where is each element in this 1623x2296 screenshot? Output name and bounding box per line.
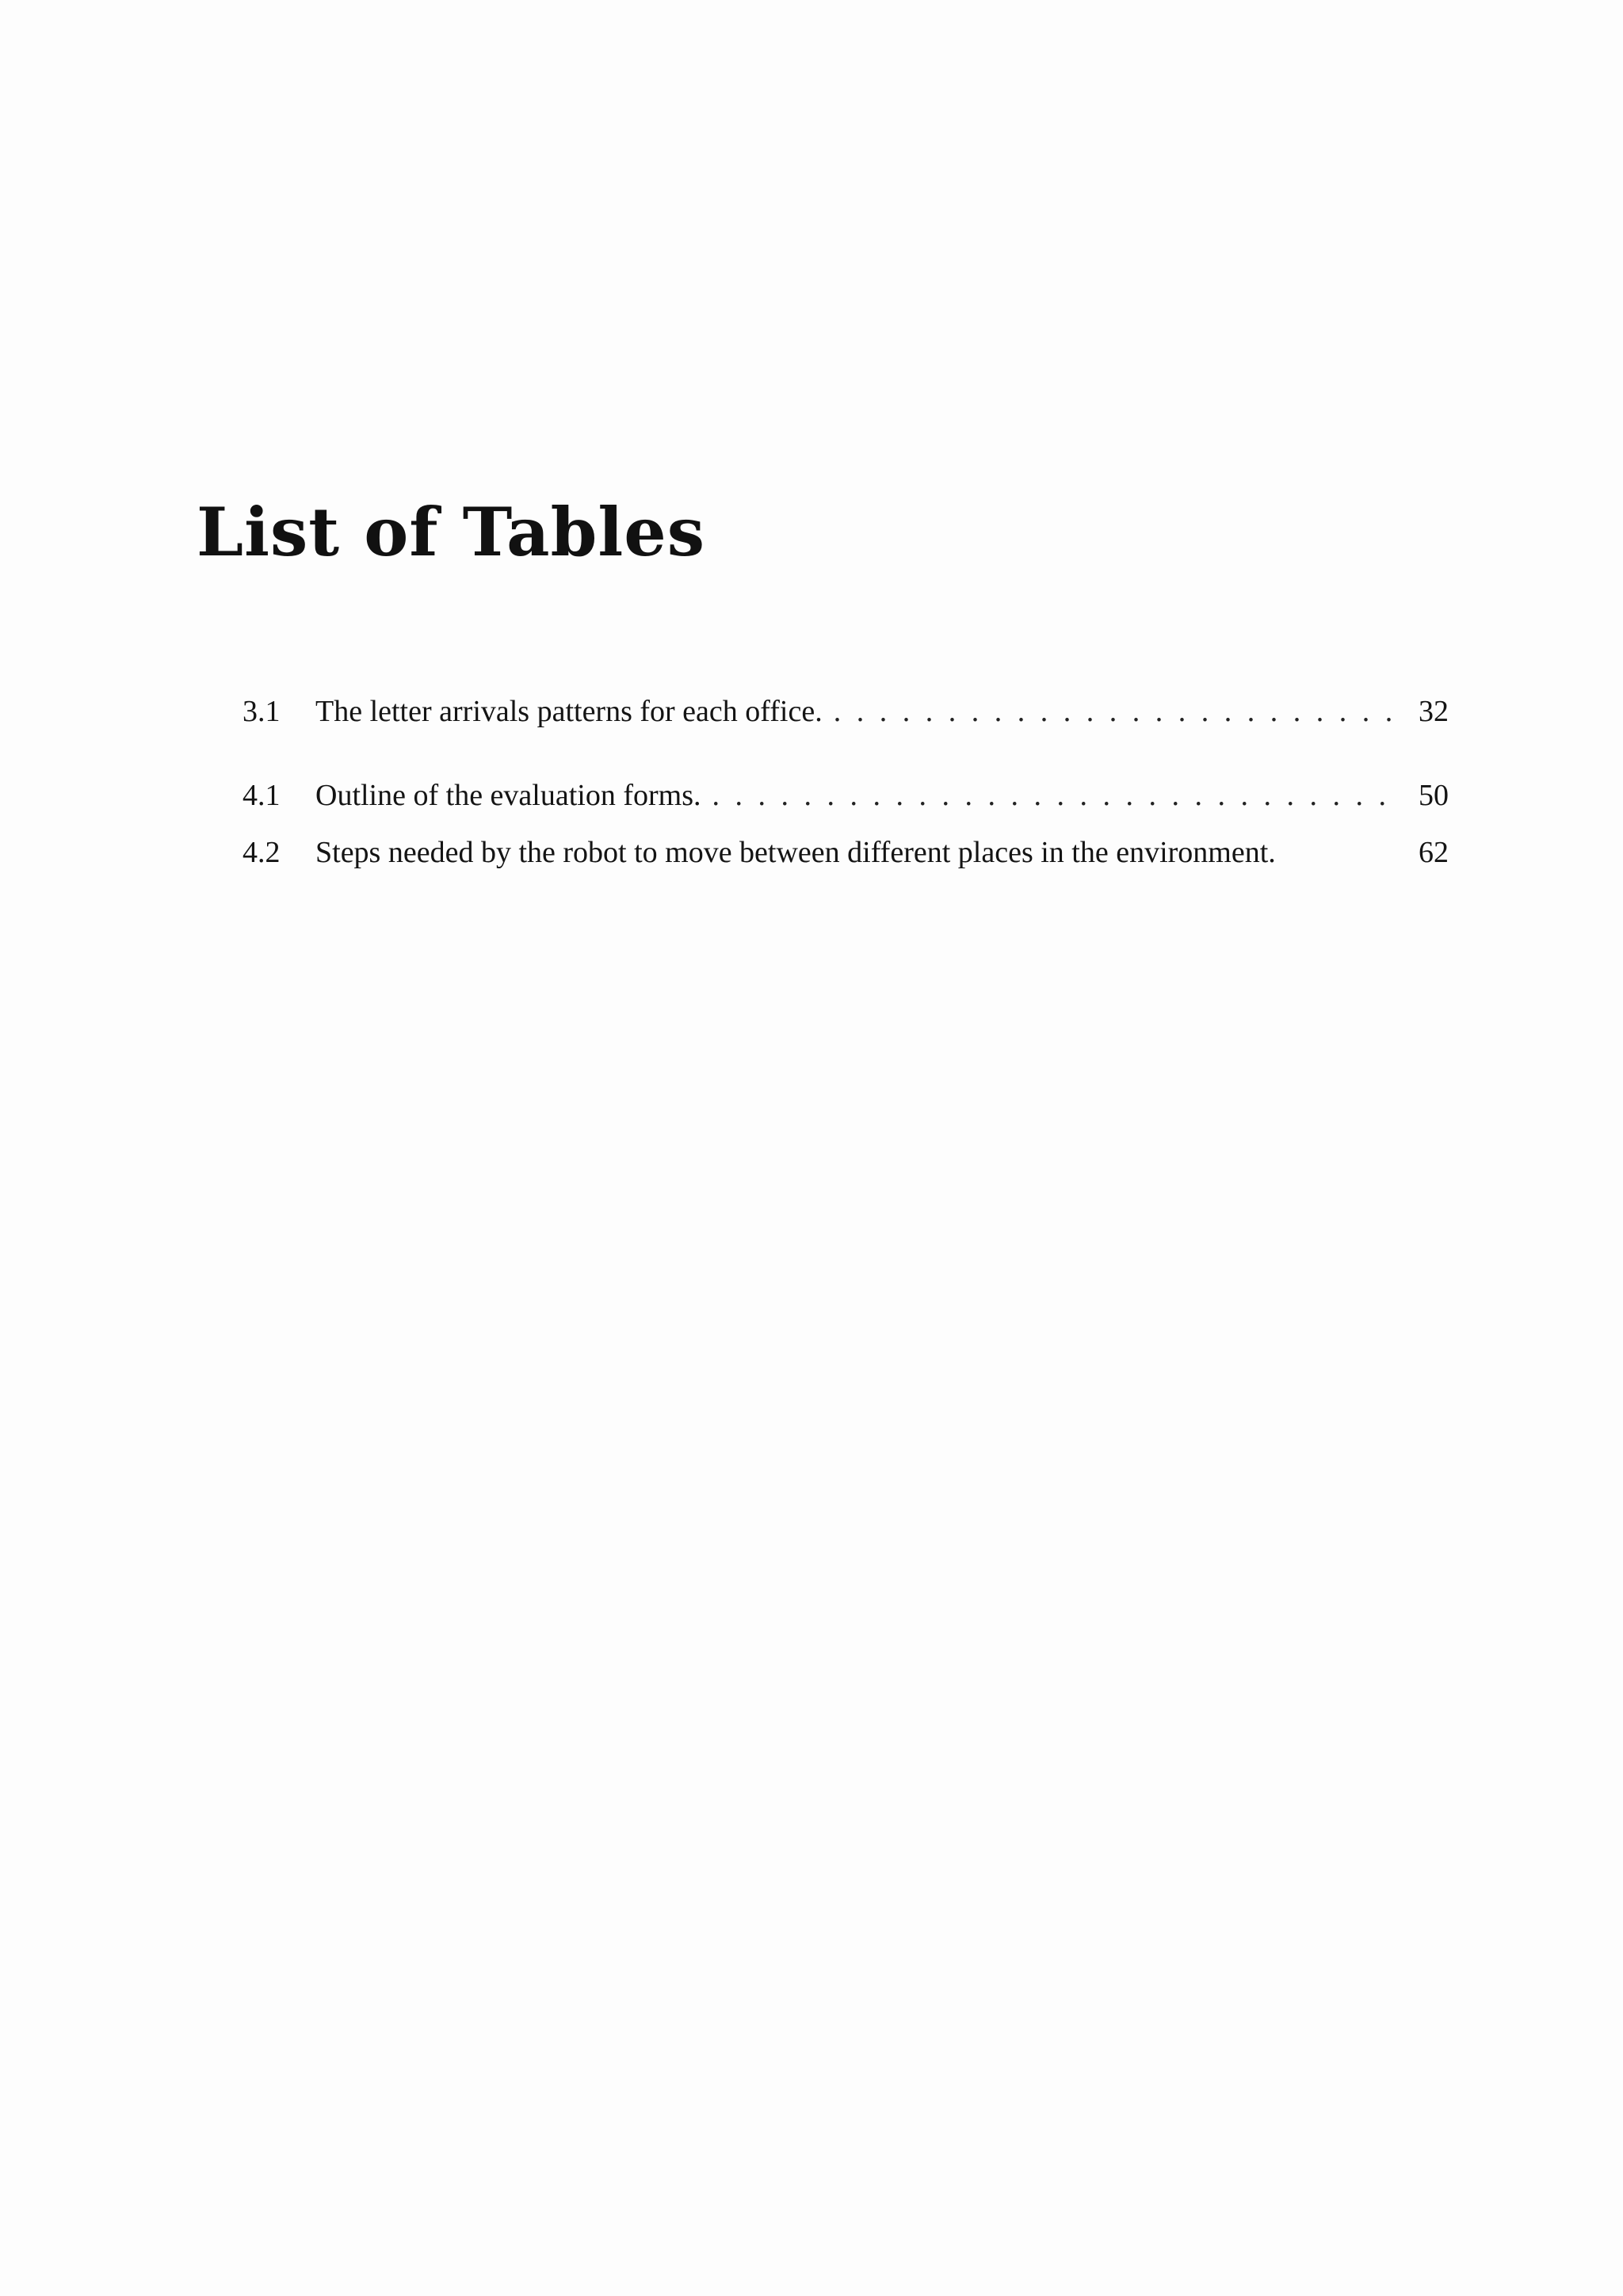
dot-leader <box>712 773 1403 818</box>
table-number: 4.2 <box>242 836 281 869</box>
table-caption: Steps needed by the robot to move between different places in the environment. <box>315 836 1276 869</box>
page-title: List of Tables <box>197 493 705 571</box>
list-item-table-3-1 <box>242 689 1449 734</box>
table-caption: The letter arrivals patterns for each office. <box>315 695 823 728</box>
table-number: 3.1 <box>242 695 281 728</box>
page-number: 32 <box>1419 695 1449 728</box>
page-number: 50 <box>1419 779 1449 812</box>
table-caption: Outline of the evaluation forms. <box>315 779 701 812</box>
page-number: 62 <box>1419 836 1449 869</box>
dot-leader <box>834 689 1403 734</box>
list-item-table-4-2 <box>242 830 1449 875</box>
table-number: 4.1 <box>242 779 281 812</box>
list-item-table-4-1 <box>242 773 1449 818</box>
